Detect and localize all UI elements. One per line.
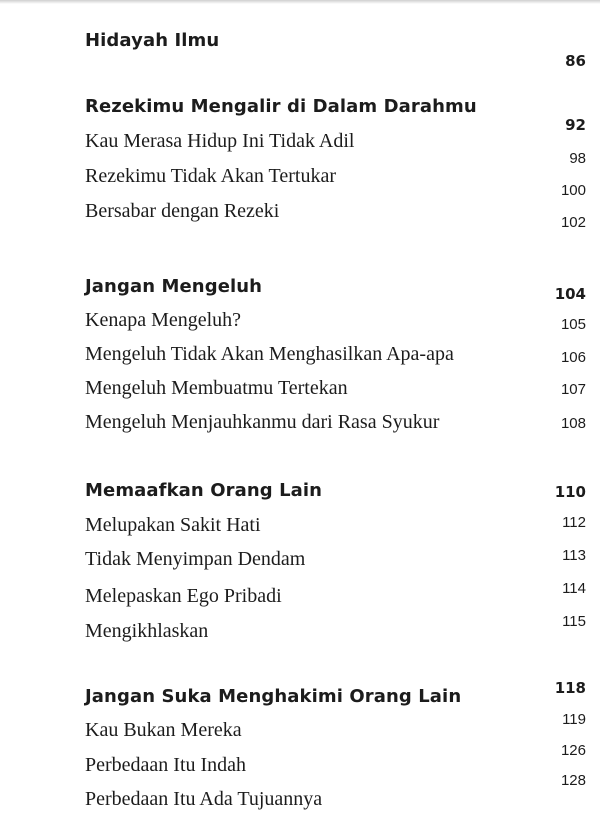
toc-item-page: 105	[560, 316, 586, 333]
toc-item-page: 108	[560, 415, 586, 432]
toc-item-page: 102	[560, 214, 586, 231]
toc-item: Kenapa Mengeluh?	[85, 309, 242, 331]
toc-heading-page: 104	[554, 285, 586, 303]
toc-heading-page: 110	[554, 483, 586, 501]
toc-item: Rezekimu Tidak Akan Tertukar	[85, 165, 336, 187]
toc-heading-page: 118	[554, 679, 586, 697]
toc-heading: Rezekimu Mengalir di Dalam Darahmu	[85, 96, 477, 117]
toc-item: Mengikhlaskan	[85, 620, 209, 642]
toc-heading-page: 92	[565, 116, 586, 134]
toc-item-page: 119	[562, 711, 586, 728]
toc-item: Mengeluh Menjauhkanmu dari Rasa Syukur	[85, 411, 440, 433]
toc-item: Tidak Menyimpan Dendam	[85, 548, 306, 570]
toc-item-page: 107	[560, 381, 586, 398]
toc-item-page: 115	[562, 613, 586, 630]
toc-heading: Hidayah Ilmu	[85, 30, 220, 51]
toc-item: Perbedaan Itu Indah	[85, 754, 247, 776]
toc-item-page: 114	[562, 580, 586, 597]
toc-item-page: 98	[569, 150, 586, 167]
toc-item-page: 106	[560, 349, 586, 366]
toc-item: Kau Merasa Hidup Ini Tidak Adil	[85, 130, 355, 152]
toc-item: Melupakan Sakit Hati	[85, 514, 261, 536]
toc-item-page: 128	[560, 772, 586, 789]
toc-heading: Jangan Mengeluh	[85, 276, 263, 297]
toc-item: Melepaskan Ego Pribadi	[85, 585, 282, 607]
toc-item: Mengeluh Membuatmu Tertekan	[85, 377, 348, 399]
toc-item: Mengeluh Tidak Akan Menghasilkan Apa-apa	[85, 343, 454, 365]
toc-heading: Jangan Suka Menghakimi Orang Lain	[85, 686, 462, 707]
toc-item: Perbedaan Itu Ada Tujuannya	[85, 788, 323, 810]
toc-item-page: 126	[560, 742, 586, 759]
toc-item-page: 112	[562, 514, 586, 531]
toc-heading: Memaafkan Orang Lain	[85, 480, 323, 501]
page-top-edge	[0, 0, 600, 4]
toc-heading-page: 86	[565, 52, 586, 70]
toc-item: Bersabar dengan Rezeki	[85, 200, 280, 222]
toc-item-page: 113	[562, 547, 586, 564]
toc-item: Kau Bukan Mereka	[85, 719, 242, 741]
toc-item-page: 100	[560, 182, 586, 199]
